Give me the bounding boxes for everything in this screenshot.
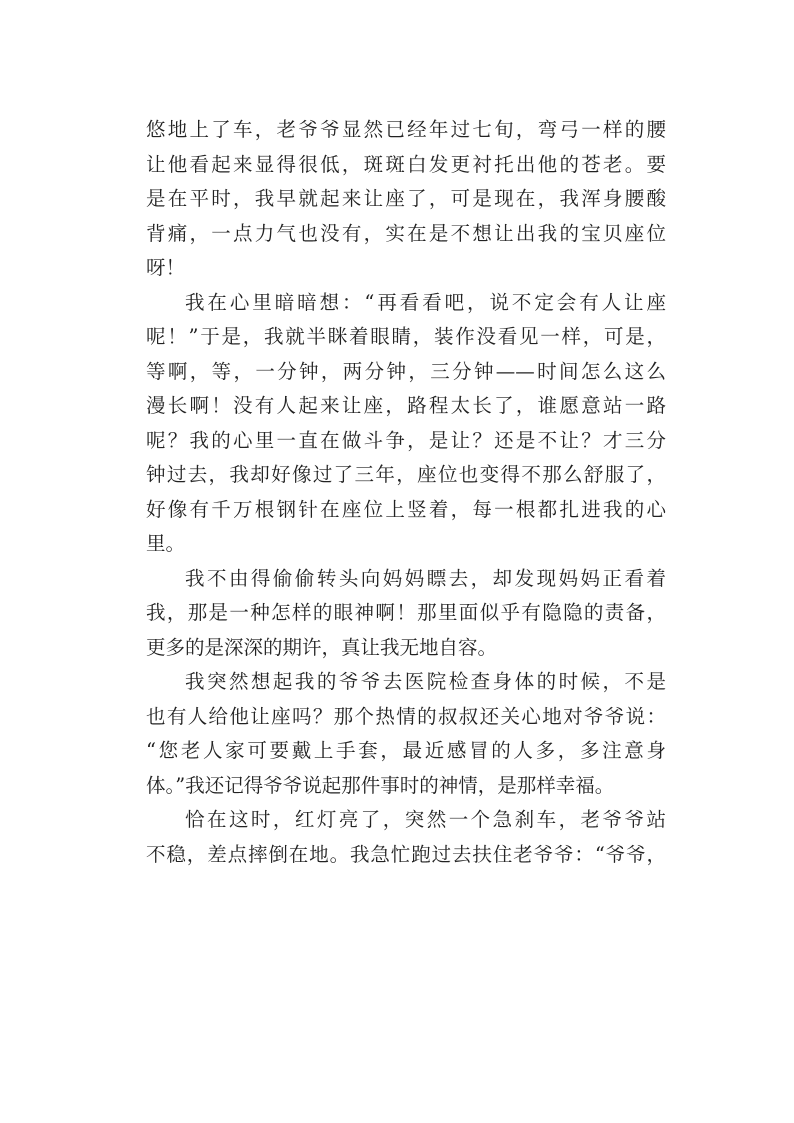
text-line: 我不由得偷偷转头向妈妈瞟去，却发现妈妈正看着 (185, 566, 666, 590)
text-line: 呀！ (146, 256, 186, 279)
text-line: 等啊，等，一分钟，两分钟，三分钟——时间怎么这么 (146, 359, 666, 383)
text-line: 是在平时，我早就起来让座了，可是现在，我浑身腰酸 (146, 187, 666, 210)
text-line: 漫长啊！没有人起来让座，路程太长了，谁愿意站一路 (146, 394, 666, 417)
text-line: 体。”我还记得爷爷说起那件事时的神情，是那样幸福。 (146, 773, 615, 797)
text-line: 我在心里暗暗想：“再看看吧，说不定会有人让座 (185, 290, 666, 314)
text-line: 更多的是深深的期许，真让我无地自容。 (146, 635, 498, 659)
text-line: 我，那是一种怎样的眼神啊！那里面似乎有隐隐的责备， (146, 601, 666, 624)
text-line: 让他看起来显得很低，斑斑白发更衬托出他的苍老。要 (146, 152, 666, 176)
document-body-text (146, 113, 666, 872)
text-line: 背痛，一点力气也没有，实在是不想让出我的宝贝座位 (146, 221, 666, 245)
text-line: 呢？我的心里一直在做斗争，是让？还是不让？才三分 (146, 428, 666, 452)
text-line: “您老人家可要戴上手套，最近感冒的人多，多注意身 (146, 739, 666, 762)
text-line: 我突然想起我的爷爷去医院检查身体的时候，不是 (185, 670, 666, 693)
text-line: 呢！”于是，我就半眯着眼睛，装作没看见一样，可是， (146, 325, 666, 348)
text-line: 里。 (146, 532, 186, 555)
text-line: 钟过去，我却好像过了三年，座位也变得不那么舒服了， (146, 463, 666, 486)
text-line: 不稳，差点摔倒在地。我急忙跑过去扶住老爷爷：“爷爷， (146, 842, 666, 866)
text-line: 好像有千万根钢针在座位上竖着，每一根都扎进我的心 (146, 497, 666, 521)
text-line: 悠地上了车，老爷爷显然已经年过七旬，弯弓一样的腰 (146, 118, 666, 141)
text-line: 也有人给他让座吗？那个热情的叔叔还关心地对爷爷说： (146, 704, 666, 728)
text-line: 恰在这时，红灯亮了，突然一个急刹车，老爷爷站 (185, 808, 666, 831)
